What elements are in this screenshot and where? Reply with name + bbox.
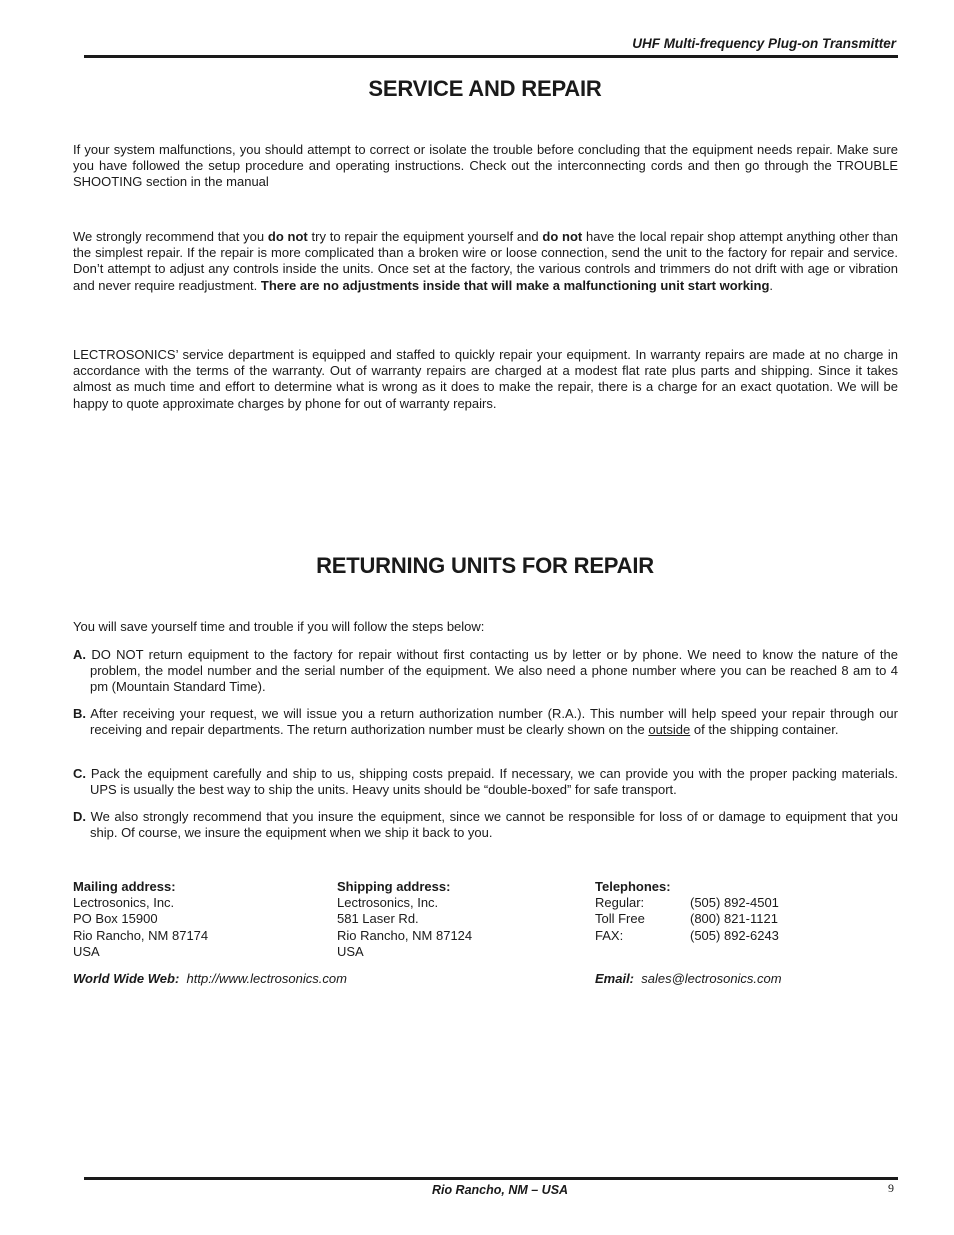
mailing-address [73,879,208,960]
email-link[interactable]: sales@lectrosonics.com [641,971,782,986]
email [595,971,782,986]
shipping-address-label: Shipping address: [337,879,451,894]
mailing-line: PO Box 15900 [73,911,158,927]
mailing-address-label: Mailing address: [73,879,176,894]
service-paragraph-3: LECTROSONICS’ service department is equipped and staffed to quickly repair your equipment. In warranty repairs are made at no charge in accordance with the terms of the warranty. Out of warranty repairs are charged at a modest flat rate plus parts and shipping. Since it takes almost as much time and effort to determine what is wrong as it does to make the repair, there is a charge for an exact quotation. We will be happy to quote approximate charges by phone for out of warranty repairs. [73,347,898,411]
mailing-line: USA [73,943,100,959]
step-item-c: C. Pack the equipment carefully and ship to us, shipping costs prepaid. If necessary, we can provide you with the proper packing materials. UPS is usually the best way to ship the units. Heavy units should be “double-boxed” for safe transport. [73,766,898,798]
telephones-label: Telephones: [595,879,671,894]
page-number: 9 [888,1181,894,1195]
telephone-row [595,911,779,927]
shipping-line: Rio Rancho, NM 87124 [337,927,473,943]
mailing-line: Lectrosonics, Inc. [73,895,175,911]
telephone-type: Toll Free [595,911,645,927]
telephone-number: (505) 892-4501 [690,895,779,911]
section-heading-service: SERVICE AND REPAIR [368,76,602,101]
section-heading-returning: RETURNING UNITS FOR REPAIR [316,553,654,578]
telephones [595,879,779,944]
step-item-d: D. We also strongly recommend that you insure the equipment, since we cannot be responsible for loss of or damage to equipment that you ship. Of course, we insure the equipment when we ship it back to you. [73,809,898,841]
shipping-address [337,879,472,960]
telephone-type: Regular: [595,895,645,911]
service-paragraph-1: If your system malfunctions, you should attempt to correct or isolate the trouble before concluding that the equipment needs repair. Make sure you have followed the setup procedure and operating instructions. Check out the interconnecting cords and then go through the TROUBLE SHOOTING section in the manual [73,142,898,190]
website [73,971,347,986]
telephone-row [595,895,779,911]
shipping-line: USA [337,943,364,959]
shipping-line: Lectrosonics, Inc. [337,895,439,911]
telephone-number: (800) 821-1121 [690,911,778,927]
website-link[interactable]: http://www.lectrosonics.com [186,971,347,986]
footer-rule [84,1177,898,1180]
returning-intro: You will save yourself time and trouble if you will follow the steps below: [73,619,485,634]
running-header: UHF Multi-frequency Plug-on Transmitter [632,36,896,51]
telephone-number: (505) 892-6243 [690,927,779,943]
telephone-type: FAX: [595,927,624,943]
email-label: Email: [595,971,635,986]
shipping-line: 581 Laser Rd. [337,911,419,927]
step-item-b: B. After receiving your request, we will issue you a return authorization number (R.A.). This number will help speed your repair through our receiving and repair departments. The return authorization number must be clearly shown on the outside of the shipping container. [73,706,898,738]
telephone-row [595,928,779,944]
header-rule [84,55,898,58]
step-item-a: A. DO NOT return equipment to the factory for repair without first contacting us by letter or by phone. We need to know the nature of the problem, the model number and the serial number of the equipment. We also need a phone number where you can be reached 8 am to 4 pm (Mountain Standard Time). [73,647,898,695]
service-paragraph-2: We strongly recommend that you do not try to repair the equipment yourself and do not have the local repair shop attempt anything other than the simplest repair. If the repair is more complicated than a broken wire or loose connection, send the unit to the factory for repair and service. Don’t attempt to adjust any controls inside the units. Once set at the factory, the various controls and trimmers do not drift with age or vibration and never require readjustment. There are no adjustments inside that will make a malfunctioning unit start working. [73,229,898,293]
website-label: World Wide Web: [73,971,180,986]
mailing-line: Rio Rancho, NM 87174 [73,927,209,943]
footer-location: Rio Rancho, NM – USA [431,1183,569,1197]
